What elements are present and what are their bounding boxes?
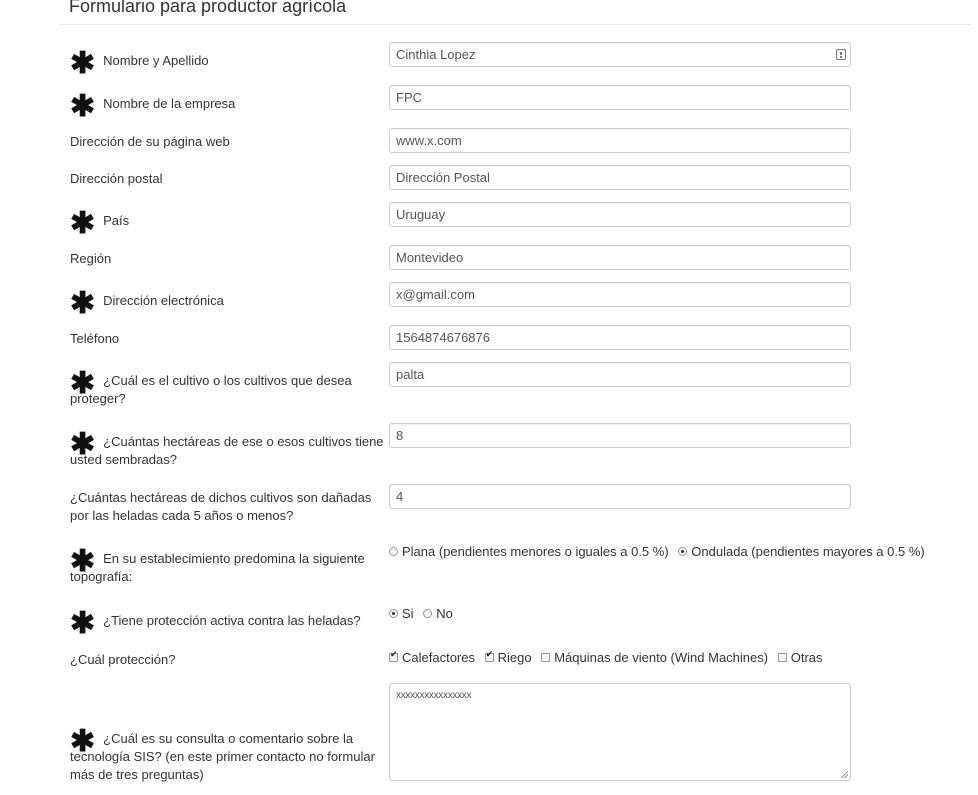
required-star-icon: ✱ [70, 545, 96, 578]
cultivo-input[interactable]: palta [389, 362, 851, 387]
required-star-icon: ✱ [70, 207, 96, 240]
autofill-icon[interactable] [836, 49, 846, 60]
proteccion-si-option[interactable]: Si [389, 606, 414, 621]
calefactores-option[interactable]: ✔ Calefactores [389, 650, 475, 665]
proteccion-options [389, 606, 459, 621]
label-postal: Dirección postal [70, 171, 163, 186]
pais-input[interactable]: Uruguay [389, 202, 851, 227]
riego-option[interactable]: ✔ Riego [485, 650, 532, 665]
postal-input[interactable]: Dirección Postal [389, 165, 851, 190]
required-star-icon: ✱ [70, 607, 96, 640]
label-proteccion: ✱ ¿Tiene protección activa contra las heladas? [70, 607, 361, 640]
label-danadas: ¿Cuántas hectáreas de dichos cultivos son dañadas por las heladas cada 5 años o menos? [70, 490, 372, 523]
label-pais: ✱ País [70, 207, 130, 240]
topografia-ondulada-option[interactable]: Ondulada (pendientes mayores a 0.5 %) [678, 544, 924, 559]
title-divider [59, 24, 971, 25]
wind-machines-option[interactable]: Máquinas de viento (Wind Machines) [541, 650, 768, 665]
page-title: Formulario para productor agrícola [69, 0, 347, 16]
resize-grip-icon[interactable] [841, 771, 848, 778]
label-cultivo: ✱ ¿Cuál es el cultivo o los cultivos que desea proteger? [70, 367, 352, 406]
radio-plana[interactable] [389, 547, 398, 556]
nombre-input[interactable]: Cinthia Lopez [389, 42, 851, 67]
label-nombre: ✱ Nombre y Apellido [70, 47, 209, 80]
label-web: Dirección de su página web [70, 134, 230, 149]
required-star-icon: ✱ [70, 367, 96, 400]
checkbox-riego[interactable] [485, 653, 494, 662]
cual-proteccion-options [389, 650, 829, 665]
telefono-input[interactable]: 1564874676876 [389, 325, 851, 350]
topografia-options [389, 544, 931, 559]
label-empresa: ✱ Nombre de la empresa [70, 90, 236, 123]
topografia-plana-option[interactable]: Plana (pendientes menores o iguales a 0.5 %) [389, 544, 669, 559]
label-cual-proteccion: ¿Cuál protección? [70, 652, 176, 667]
required-star-icon: ✱ [70, 90, 96, 123]
required-star-icon: ✱ [70, 47, 96, 80]
checkbox-wind-machines[interactable] [541, 653, 550, 662]
checkbox-calefactores[interactable] [389, 653, 398, 662]
label-email: ✱ Dirección electrónica [70, 287, 224, 320]
hectareas-input[interactable]: 8 [389, 423, 851, 448]
email-input[interactable]: x@gmail.com [389, 282, 851, 307]
required-star-icon: ✱ [70, 725, 96, 758]
radio-no[interactable] [423, 609, 432, 618]
consulta-textarea[interactable]: xxxxxxxxxxxxxxxx [389, 683, 851, 781]
label-telefono: Teléfono [70, 331, 120, 346]
otras-option[interactable]: Otras [778, 650, 823, 665]
required-star-icon: ✱ [70, 287, 96, 320]
web-input[interactable]: www.x.com [389, 128, 851, 153]
label-hectareas: ✱ ¿Cuántas hectáreas de ese o esos cultivos tiene usted sembradas? [70, 428, 384, 467]
required-star-icon: ✱ [70, 428, 96, 461]
radio-si[interactable] [389, 609, 398, 618]
label-consulta: ✱ ¿Cuál es su consulta o comentario sobre la tecnología SIS? (en este primer contacto no formular más de tres preguntas) [70, 725, 375, 782]
proteccion-no-option[interactable]: No [423, 606, 453, 621]
checkbox-otras[interactable] [778, 653, 787, 662]
label-region: Región [70, 251, 112, 266]
region-input[interactable]: Montevideo [389, 245, 851, 270]
radio-ondulada[interactable] [678, 547, 687, 556]
empresa-input[interactable]: FPC [389, 85, 851, 110]
label-topografia: ✱ En su establecimiento predomina la siguiente topografía: [70, 545, 365, 584]
danadas-input[interactable]: 4 [389, 484, 851, 509]
